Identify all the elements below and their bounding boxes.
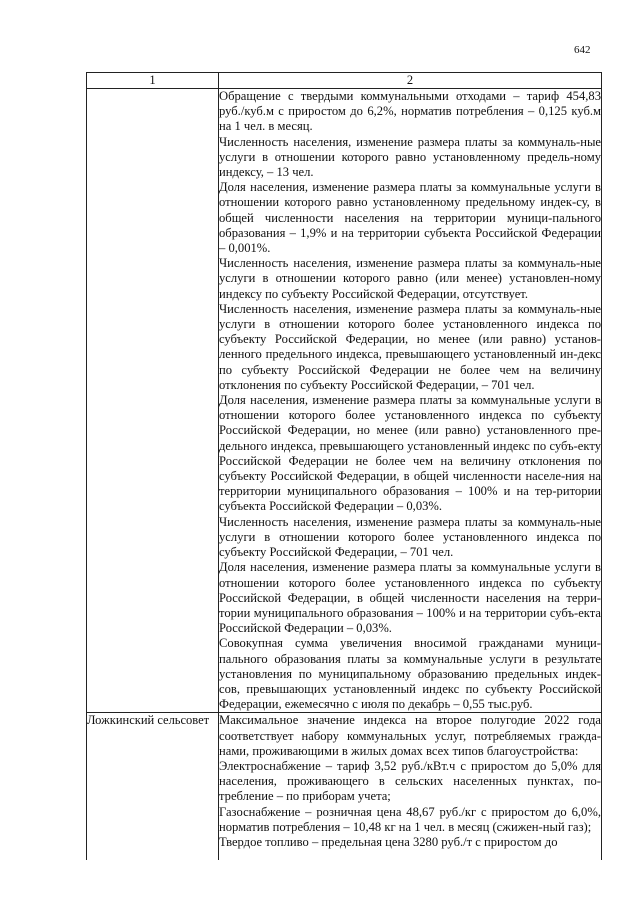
indicators-text-cell: [219, 89, 602, 713]
table-header-row: [87, 73, 602, 89]
indicators-text-cell: [219, 713, 602, 861]
paragraph: Численность населения, изменение размера платы за коммуналь-ные услуги в отношении которого равно (или менее) установлен-ному индексу по субъекту Российской Федерации, отсутствует.: [219, 256, 601, 301]
page-number: 642: [574, 44, 591, 56]
paragraph: Электроснабжение – тариф 3,52 руб./кВт.ч с приростом до 5,0% для населения, проживающего в сельских населенных пунктах, по-требление – по приборам учета;: [219, 758, 601, 804]
paragraph: Обращение с твердыми коммунальными отходами – тариф 454,83 руб./куб.м с приростом до 6,2%, норматив потребления – 0,125 куб.м на 1 чел. в месяц.: [219, 89, 601, 134]
paragraph: Доля населения, изменение размера платы за коммунальные услуги в отношении которого более установленного индекса по субъекту Российской Федерации, но менее (или равно) установленного пре-дельного индекса, превышающего установленный индекс по субъ-екту Российской Федерации не более чем на величину отклонения по субъекту Российской Федерации, в общей численности населе-ния на территории муниципального образования – 100% и на тер-ритории субъекта Российской Федерации – 0,03%.: [219, 393, 601, 514]
paragraph: Доля населения, изменение размера платы за коммунальные услуги в отношении которого более установленного индекса по субъекту Российской Федерации, в общей численности населения на терри-тории муниципального образования – 100% и на территории субъ-екта Российской Федерации – 0,03%.: [219, 560, 601, 636]
paragraph: Численность населения, изменение размера платы за коммуналь-ные услуги в отношении которого более установленного индекса по субъекту Российской Федерации, – 701 чел.: [219, 514, 601, 560]
paragraph: Численность населения, изменение размера платы за коммуналь-ные услуги в отношении которого равно установленному предель-ному индексу, – 13 чел.: [219, 134, 601, 180]
table-row: [87, 713, 602, 861]
paragraph: Доля населения, изменение размера платы за коммунальные услуги в отношении которого равно установленному предельному индек-су, в общей численности населения на территории муници-пального образования – 1,9% и на территории субъекта Российской Федерации – 0,001%.: [219, 180, 601, 256]
paragraph: Численность населения, изменение размера платы за коммуналь-ные услуги в отношении которого более установленного индекса по субъекту Российской Федерации, но менее (или равно) установ-ленного предельного индекса, превышающего установленный ин-декс по субъекту Российской Федерации не более чем на величину отклонения по субъекту Российской Федерации, – 701 чел.: [219, 301, 601, 392]
paragraph: Твердое топливо – предельная цена 3280 руб./т с приростом до: [219, 834, 558, 849]
paragraph: Газоснабжение – розничная цена 48,67 руб./кг с приростом до 6,0%, норматив потребления – 10,48 кг на 1 чел. в месяц (сжижен-ный газ);: [219, 804, 601, 834]
paragraph: Совокупная сумма увеличения вносимой гражданами муници-пального образования платы за коммунальные услуги в результате установления по муниципальному образованию предельных индек-сов, превышающих установленный индекс по субъекту Российской Федерации, ежемесячно с июля по декабрь – 0,55 тыс.руб.: [219, 636, 601, 712]
municipality-name-cell: Ложкинский сельсовет: [87, 713, 219, 861]
table-row: [87, 89, 602, 713]
document-table: [86, 72, 602, 860]
municipality-name-cell: [87, 89, 219, 713]
column-header-2: 2: [219, 73, 602, 89]
paragraph: Максимальное значение индекса на второе полугодие 2022 года соответствует набору коммунальных услуг, потребляемых гражда-нами, проживающими в жилых домах всех типов благоустройства:: [219, 713, 601, 758]
column-header-1: 1: [87, 73, 219, 89]
